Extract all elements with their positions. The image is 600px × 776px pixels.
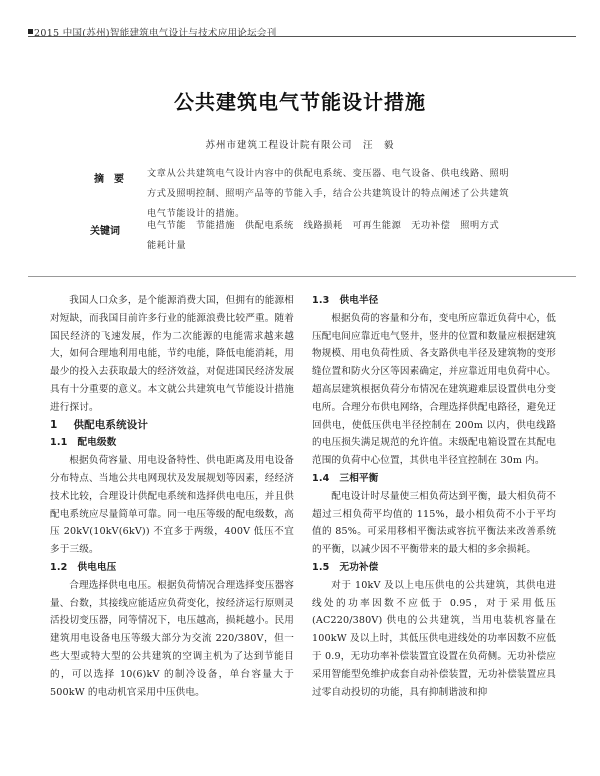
section-1-1-paragraph: 根据负荷容量、用电设备特性、供电距离及用电设备分布特点、当地公共电网现状及发展规划等因素，经经济技术比较，合理设计供配电系统和选择供电电压，并且供配电系统应尽量简单可靠。同一电压等级的配电级数，高压 20kV(10kV(6kV)) 不宜多于两级，400V 低压不宜多于三级。	[50, 455, 294, 556]
section-1-1-title: 配电级数	[77, 437, 117, 449]
section-1-2-heading	[50, 559, 294, 577]
section-1-heading	[50, 417, 294, 435]
paper-title: 公共建筑电气节能设计措施	[174, 90, 426, 114]
header-divider	[28, 36, 576, 37]
keywords-text	[147, 216, 517, 256]
section-1-4-number: 1.4	[312, 472, 330, 484]
header-marker	[28, 29, 33, 34]
section-1-number: 1	[50, 418, 58, 431]
keywords-paragraph: 电气节能 节能措施 供配电系统 线路损耗 可再生能源 无功补偿 照明方式 能耗计量	[147, 220, 510, 251]
section-1-4-heading	[312, 470, 556, 488]
section-1-3-title: 供电半径	[339, 295, 379, 306]
section-1-2-paragraph: 合理选择供电电压。根据负荷情况合理选择变压器容量、台数，其接线应能适应负荷变化，按经济运行原则灵活投切变压器，同等情况下，电压越高，损耗越小。民用建筑用电设备电压等级大部分为交流 220/380V，但一些大型或特大型的公共建筑的空调主机为了达到节能目的，可以选择 10(6)kV 的制冷设备，单台容量大于 500kW 的电动机官采用中压供电。	[50, 579, 294, 698]
section-1-3-number: 1.3	[312, 295, 330, 306]
section-1-title: 供配电系统设计	[73, 418, 149, 431]
section-1-5-number: 1.5	[312, 561, 330, 573]
abstract-paragraph: 文章从公共建筑电气设计内容中的供配电系统、变压器、电气设备、供电线路、照明方式及照明控制、照明产品等的节能入手，结合公共建筑设计的特点阐述了公共建筑电气节能设计的措施。	[147, 168, 510, 219]
section-1-5-heading	[312, 559, 556, 577]
section-1-3-paragraph: 根据负荷的容量和分布，变电所应靠近负荷中心，低压配电间应靠近电气竖井，竖井的位置和数量应根据建筑物规模、用电负荷性质、各支路供电半径及建筑物的变形缝位置和防火分区等因素确定，并应靠近用电负荷中心。超高层建筑根据负荷分布情况在建筑避难层设置供电分变电所。合理分布供电网络，合理选择供配电路径，避免迂回供电，使低压供电半径控制在 200m 以内，供电线路的电压损失满足规范的允许值。末级配电箱设置在其配电范围的负荷中心位置，其供电半径宜控制在 30m 内。	[312, 312, 556, 467]
author-line: 苏州市建筑工程设计院有限公司 汪 毅	[205, 140, 395, 151]
keywords-label: 关键词	[90, 226, 120, 237]
section-1-5-paragraph: 对于 10kV 及以上电压供电的公共建筑，其供电进线处的功率因数不应低于 0.95，对于采用低压(AC220/380V) 供电的公共建筑，当用电装机容量在 100kW 及以上时，其低压供电进线处的功率因数不应低于 0.9，无功功率补偿装置宜设置在负荷侧。无功补偿应采用智能型免维护成套自动补偿装置，无功补偿装置应具过零自动投切的功能，具有抑制谐波和抑	[312, 579, 556, 698]
section-1-5-title: 无功补偿	[339, 561, 379, 573]
intro-paragraph: 我国人口众多，是个能源消费大国，但拥有的能源相对短缺，而我国目前许多行业的能源浪费比较严重。随着国民经济的飞速发展，作为二次能源的电能需求越来越大，如何合理地利用电能，节约电能，降低电能消耗，用最少的投入去获取最大的经济效益，对促进国民经济发展具有十分重要的意义。本文就公共建筑电气节能设计措施进行探讨。	[50, 295, 294, 413]
section-1-2-title: 供电电压	[77, 561, 117, 573]
right-column	[312, 292, 556, 701]
section-1-3-heading	[312, 292, 556, 310]
abstract-divider	[28, 276, 576, 277]
journal-header: 2015 中国(苏州)智能建筑电气设计与技术应用论坛会刊	[34, 28, 277, 39]
abstract-label: 摘 要	[94, 174, 124, 185]
section-1-1-number: 1.1	[50, 437, 68, 449]
left-column	[50, 292, 294, 701]
section-1-4-paragraph: 配电设计时尽量使三相负荷达到平衡，最大相负荷不超过三相负荷平均值的 115%，最小相负荷不小于平均值的 85%。可采用移相平衡法或容抗平衡法来改善系统的平衡，以减少因不平衡带来的最大相的多余损耗。	[312, 490, 556, 556]
section-1-1-heading	[50, 434, 294, 452]
abstract-text	[147, 164, 517, 224]
section-1-4-title: 三相平衡	[339, 472, 379, 484]
section-1-2-number: 1.2	[50, 561, 68, 573]
